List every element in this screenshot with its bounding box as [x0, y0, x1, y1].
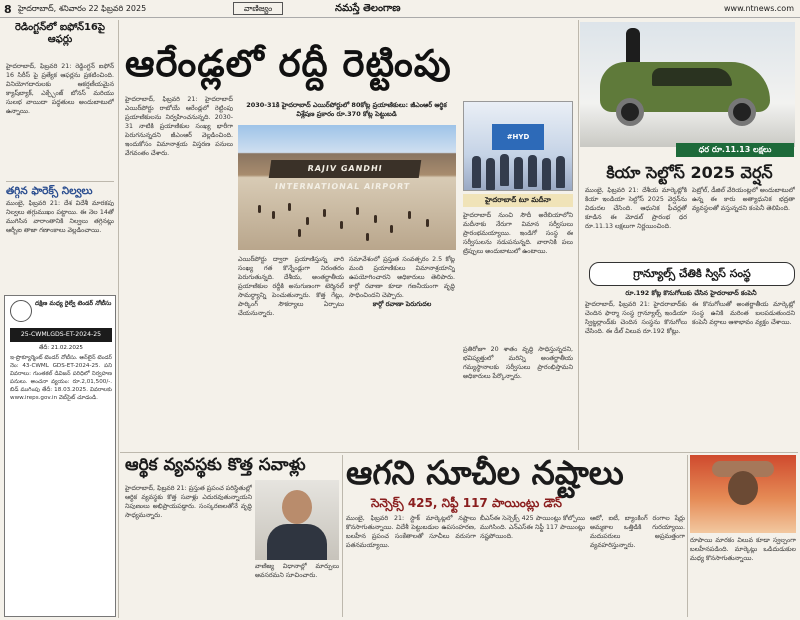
tender-body: ఇ-ప్రొక్యూర్మెంట్ టెండర్ నోటీసు. ఆన్‌లైన్ టెండర్ నెం: 43-CWML GDS-ET-2024-25. పని వివరాలు: గుంతకల్ డివిజన్ పరిధిలో నిర్వహణ పనులు. అంచనా వ్యయం: రూ.2,01,500/-. బిడ్ ముగింపు తేదీ: 18.03.2025. వివరాలకు www.ireps.gov.in వెబ్‌సైట్ చూడండి. — [10, 355, 112, 401]
car-window — [652, 68, 732, 86]
market-body-1: ముంబై, ఫిబ్రవరి 21: స్టాక్ మార్కెట్లలో నష్టాలు కొనసాగుతున్నాయి. విదేశీ పెట్టుబడుల ఉపసంహరణ, బలహీన ప్రపంచ సంకేతాలతో సూచీలు వరుసగా పతనమయ్యాయి. — [346, 515, 476, 549]
market-body-4: రూపాయి మారకం విలువ కూడా స్వల్పంగా బలహీనపడింది. మార్కెట్లు ఒడిదుడుకుల మధ్య కొనసాగుతున్నాయి. — [690, 537, 796, 562]
granules-body-1: హైదరాబాద్, ఫిబ్రవరి 21: హైదరాబాద్‌కు చెందిన ఫార్మా సంస్థ గ్రాన్యూల్స్ ఇండియా స్విట్జర్లాండ్‌కు చెందిన సంస్థను కొనుగోలు చేసింది. ఈ డీల్ విలువ రూ.192 కోట్లు. — [585, 301, 687, 335]
trader-head — [728, 471, 758, 505]
madina-caption: హైదరాబాద్ టూ మదీనా — [463, 194, 573, 207]
main-headline: ఆరేండ్లలో రద్దీ రెట్టింపు — [125, 42, 452, 85]
airport-sign: RAJIV GANDHI INTERNATIONAL AIRPORT — [269, 160, 422, 178]
railway-logo-icon — [10, 300, 32, 322]
economy-headline: ఆర్థిక వ్యవస్థకు కొత్త సవాళ్లు — [125, 455, 306, 475]
cargo-subheading: కార్గో రవాణా పెరుగుదల — [372, 300, 432, 308]
kia-body-2: పెట్రోల్, డీజిల్ వేరియంట్లలో అందుబాటులో ఉన్న ఈ కారు అత్యాధునిక భద్రతా వ్యవస్థలతో వస్తున్నదని కంపెనీ తెలిపింది. — [692, 187, 795, 212]
main-column-2: ఎయిర్‌పోర్టు ద్వారా ప్రయాణిస్తున్న వారి సంఖ్య గత కొన్నేండ్లుగా నిరంతరం పెరుగుతున్నది. దేశీయ, అంతర్జాతీయ ప్రయాణికుల రద్దీకి అనుగుణంగా టెర్మినల్ సామర్థ్యాన్ని పెంచుతున్నారు. కొత్త గేట్లు, పార్కింగ్ సౌకర్యాలు ఏర్పాటు చేయనున్నారు. — [238, 256, 344, 317]
iphone-offer-headline: రెడింగ్టన్‌లో ఐఫోన్‌16పై ఆఫర్లు — [14, 22, 105, 45]
airport-photo-caption: 2030-31కి హైదరాబాద్ ఎయిర్‌పోర్టులో 80కోట్ల ప్రయాణికులు: జీఎంఆర్ ఆర్థిక విశ్లేషణ ప్రకారం రూ.370 కోట్ల పెట్టుబడి — [246, 101, 447, 118]
tender-notice — [4, 295, 116, 617]
dateline: హైదరాబాద్, శనివారం 22 ఫిబ్రవరి 2025 — [18, 4, 147, 13]
forex-body: ముంబై, ఫిబ్రవరి 21: దేశ విదేశీ మారకపు నిల్వలు తగ్గుముఖం పట్టాయి. ఈ నెల 14తో ముగిసిన వారాంతానికి నిల్వలు తగ్గినట్లు ఆర్బీఐ తాజా గణాంకాలు వెల్లడించాయి. — [6, 200, 114, 234]
market-body-3: ఆటో, ఐటీ, బ్యాంకింగ్ రంగాల షేర్లు అమ్మకాల ఒత్తిడికి గురయ్యాయి. మదుపరులు అప్రమత్తంగా వ్యవహరిస్తున్నారు. — [590, 515, 685, 549]
section-label: వాణిజ్యం — [233, 2, 283, 15]
granules-headline: గ్రాన్యూల్స్ చేతికి స్విస్ సంస్థ — [589, 262, 795, 286]
tender-title: దక్షిణ మధ్య రైల్వే టెండర్ నోటీసు — [35, 300, 112, 307]
granules-body-2: ఈ కొనుగోలుతో అంతర్జాతీయ మార్కెట్లో సంస్థ ఉనికి మరింత బలపడుతుందని కంపెనీ వర్గాలు ఆశాభావం వ్యక్తం చేశాయి. — [692, 301, 795, 326]
madina-flight-photo — [463, 101, 573, 191]
kia-car-photo — [580, 22, 795, 147]
masthead: నమస్తే తెలంగాణ — [335, 3, 401, 14]
market-subhead: సెన్సెక్స్ 425, నిఫ్టీ 117 పాయింట్లు డౌన్ — [371, 496, 562, 510]
madina-body: హైదరాబాద్ నుంచి సౌదీ అరేబియాలోని మదీనాకు నేరుగా విమాన సర్వీసులు ప్రారంభమయ్యాయి. ఇండిగో సంస్థ ఈ సర్వీసులను నడుపనున్నది. వారానికి పలు ట్రిప్పులు అందుబాటులో ఉంటాయి. — [463, 212, 573, 255]
iphone-offer-body: హైదరాబాద్, ఫిబ్రవరి 21: రెడ్డింగ్టన్ ఐఫోన్ 16 సిరీస్ పై ప్రత్యేక ఆఫర్లను ప్రకటించింది. వినియోగదారులకు ఆకర్షణీయమైన క్యాష్‌బ్యాక్, ఎక్స్చేంజ్ బోనస్ మరియు సులభ వాయిదా పద్ధతులు అందుబాటులో ఉన్నాయి. — [6, 63, 114, 115]
wheel-icon — [616, 98, 644, 126]
economy-body-2: వాణిజ్య విధానాల్లో మార్పులు అవసరమని సూచించారు. — [255, 563, 339, 579]
economy-speaker-photo — [255, 480, 339, 560]
kia-body-1: ముంబై, ఫిబ్రవరి 21: దేశీయ మార్కెట్లోకి కియా ఇండియా సెల్టోస్ 2025 వెర్షన్‌ను విడుదల చేసింది. ఆధునిక ఫీచర్లతో కూడిన ఈ మోడల్ ప్రారంభ ధర రూ.11.13 లక్షలుగా నిర్ణయించింది. — [585, 187, 687, 230]
speaker-suit — [267, 524, 327, 560]
economy-body: హైదరాబాద్, ఫిబ్రవరి 21: ప్రస్తుత ప్రపంచ పరిస్థితుల్లో ఆర్థిక వ్యవస్థకు కొత్త సవాళ్లు ఎదురవుతున్నాయని నిపుణులు అభిప్రాయపడ్డారు. సంస్కరణలతోనే వృద్ధి సాధ్యమన్నారు. — [125, 485, 252, 519]
website-url[interactable]: www.ntnews.com — [724, 4, 794, 13]
tender-reference: 25-CWMLGDS-ET-2024-25 — [10, 328, 112, 342]
market-trader-photo — [690, 455, 796, 533]
main-intro: హైదరాబాద్, ఫిబ్రవరి 21: హైదరాబాద్ ఎయిర్‌పోర్టు రాబోయే ఆరేండ్లలో రెట్టింపు ప్రయాణికులను నిర్వహించనున్నది. 2030-31 నాటికి ప్రయాణికుల సంఖ్య భారీగా పెరుగనున్నదని జీఎంఆర్ వెల్లడించింది. ఇందుకోసం విమానాశ్రయ విస్తరణ పనులు వేగవంతం చేశారు. — [125, 96, 233, 157]
forex-headline: తగ్గిన ఫారెక్స్ నిల్వలు — [6, 185, 93, 197]
page-number: 8 — [4, 3, 12, 16]
madina-body-2: ప్రతిరోజూ 20 శాతం వృద్ధి సాధిస్తున్నదని, భవిష్యత్తులో మరిన్ని అంతర్జాతీయ గమ్యస్థానాలకు సర్వీసులు ప్రారంభిస్తామని అధికారులు పేర్కొన్నారు. — [463, 346, 573, 380]
market-headline: ఆగని సూచీల నష్టాలు — [346, 453, 624, 492]
wheel-icon — [728, 98, 756, 126]
kia-headline: కియా సెల్టోస్ 2025 వెర్షన్ — [606, 163, 773, 182]
car-price-tag: ధర రూ.11.13 లక్షలు — [676, 143, 794, 157]
airport-photo — [238, 125, 456, 250]
main-column-3: సమావేశంలో ప్రస్తుత సంవత్సరం 2.5 కోట్ల మంది ప్రయాణికులు విమానాశ్రయాన్ని ఉపయోగించారని అధికారులు తెలిపారు. కార్గో రవాణా కూడా గణనీయంగా వృద్ధి సాధించిందని చెప్పారు. — [349, 256, 455, 299]
granules-subhead: రూ.192 కోట్ల కొనుగోలుకు చేసిన హైదరాబాద్ కంపెనీ — [625, 289, 757, 297]
hyd-board: #HYD — [492, 124, 544, 150]
page-header — [0, 0, 800, 18]
market-body-2: బీఎస్ఈ సెన్సెక్స్ 425 పాయింట్లు కోల్పోయి ముగిసింది. ఎన్ఎస్ఈ నిఫ్టీ 117 పాయింట్లు నష్టపోయింది. — [480, 515, 585, 540]
tender-date: తేదీ: 21.02.2025 — [39, 345, 83, 351]
speaker-head — [282, 490, 312, 524]
